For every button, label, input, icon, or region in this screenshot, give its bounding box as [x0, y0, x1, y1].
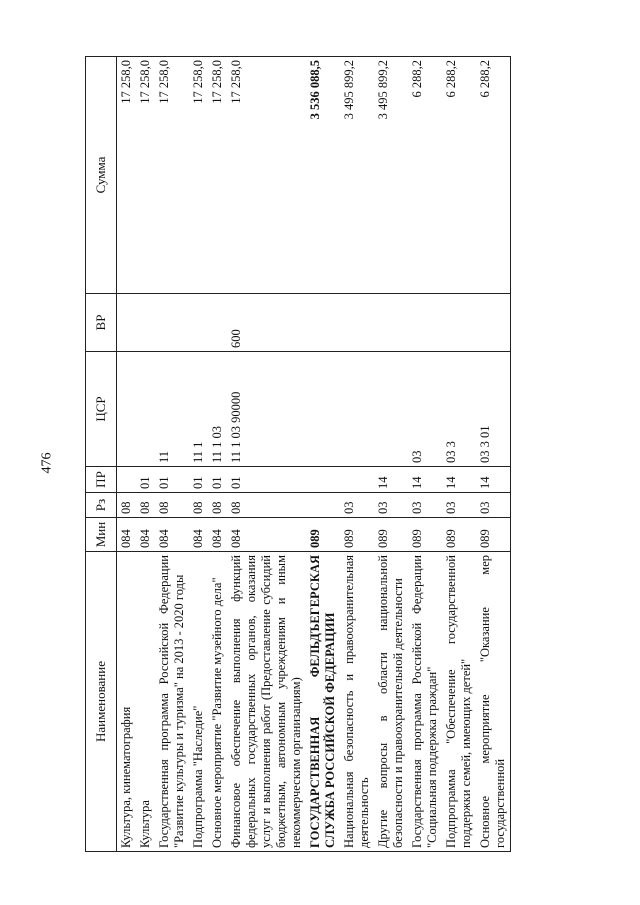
header-vr: ВР	[86, 294, 117, 352]
row-csr: 03	[408, 352, 442, 467]
row-pr: 14	[442, 467, 476, 493]
table-row	[306, 57, 340, 852]
table-row	[340, 57, 374, 852]
row-rz: 08	[117, 493, 137, 518]
row-name: Финансовое обеспечение выполнения функций федеральных государственных органов, оказания услуг и выполнения работ (Предоставление субсидий бюджетным, автономным учреждениям и иным некоммерческим организациям)	[227, 552, 306, 852]
row-pr: 14	[408, 467, 442, 493]
row-min: 084	[117, 518, 137, 552]
table-header-row	[86, 57, 117, 852]
row-vr	[374, 294, 408, 352]
row-min: 089	[340, 518, 374, 552]
row-name: Подпрограмма "Наследие"	[189, 552, 208, 852]
table-row	[117, 57, 137, 852]
row-sum: 6 288,2	[442, 57, 476, 294]
table-row	[208, 57, 227, 852]
row-name: Подпрограмма "Обеспечение государственной поддержки семей, имеющих детей"	[442, 552, 476, 852]
header-rz: Рз	[86, 493, 117, 518]
row-name: ГОСУДАРСТВЕННАЯ ФЕЛЬДЪЕГЕРСКАЯ СЛУЖБА РОССИЙСКОЙ ФЕДЕРАЦИИ	[306, 552, 340, 852]
table-row	[155, 57, 189, 852]
table-row	[227, 57, 306, 852]
row-rz: 08	[136, 493, 155, 518]
table-row	[189, 57, 208, 852]
row-csr	[117, 352, 137, 467]
row-sum: 17 258,0	[227, 57, 306, 294]
budget-table-rotated	[85, 57, 630, 852]
row-vr	[306, 294, 340, 352]
row-pr	[306, 467, 340, 493]
row-rz: 03	[408, 493, 442, 518]
row-sum: 6 288,2	[408, 57, 442, 294]
row-name: Национальная безопасность и правоохранительная деятельность	[340, 552, 374, 852]
row-sum: 17 258,0	[117, 57, 137, 294]
row-min: 089	[442, 518, 476, 552]
row-min: 089	[306, 518, 340, 552]
row-csr	[306, 352, 340, 467]
row-vr	[340, 294, 374, 352]
row-pr: 01	[189, 467, 208, 493]
row-rz: 03	[442, 493, 476, 518]
row-rz: 03	[476, 493, 511, 518]
row-csr	[340, 352, 374, 467]
row-rz: 08	[208, 493, 227, 518]
row-pr: 14	[476, 467, 511, 493]
row-name: Основное мероприятие "Развитие музейного дела"	[208, 552, 227, 852]
row-pr	[340, 467, 374, 493]
row-csr	[136, 352, 155, 467]
row-sum: 17 258,0	[136, 57, 155, 294]
row-min: 089	[408, 518, 442, 552]
row-min: 084	[155, 518, 189, 552]
row-sum: 17 258,0	[208, 57, 227, 294]
header-csr: ЦСР	[86, 352, 117, 467]
row-pr	[117, 467, 137, 493]
row-min: 089	[374, 518, 408, 552]
row-pr: 01	[155, 467, 189, 493]
row-pr: 14	[374, 467, 408, 493]
row-sum: 3 495 899,2	[374, 57, 408, 294]
row-min: 089	[476, 518, 511, 552]
row-name: Другие вопросы в области национальной безопасности и правоохранительной деятельности	[374, 552, 408, 852]
header-pr: ПР	[86, 467, 117, 493]
row-vr	[476, 294, 511, 352]
row-pr: 01	[208, 467, 227, 493]
row-csr: 03 3	[442, 352, 476, 467]
table-row	[374, 57, 408, 852]
row-sum: 3 495 899,2	[340, 57, 374, 294]
row-vr	[136, 294, 155, 352]
row-min: 084	[189, 518, 208, 552]
row-csr: 11 1 03 90000	[227, 352, 306, 467]
row-name: Государственная программа Российской Федерации "Развитие культуры и туризма" на 2013 - 2020 годы	[155, 552, 189, 852]
row-name: Культура	[136, 552, 155, 852]
row-csr: 03 3 01	[476, 352, 511, 467]
row-sum: 6 288,2	[476, 57, 511, 294]
header-sum: Сумма	[86, 57, 117, 294]
row-sum: 17 258,0	[155, 57, 189, 294]
row-vr	[408, 294, 442, 352]
header-name: Наименование	[86, 552, 117, 852]
row-min: 084	[227, 518, 306, 552]
row-rz: 08	[155, 493, 189, 518]
page-number	[37, 448, 57, 478]
row-min: 084	[208, 518, 227, 552]
row-csr: 11	[155, 352, 189, 467]
table-row	[408, 57, 442, 852]
row-sum: 17 258,0	[189, 57, 208, 294]
page-number-text: 476	[39, 452, 54, 474]
row-vr	[117, 294, 137, 352]
row-csr: 11 1	[189, 352, 208, 467]
row-vr: 600	[227, 294, 306, 352]
table-row	[442, 57, 476, 852]
row-vr	[155, 294, 189, 352]
header-min: Мин	[86, 518, 117, 552]
table-row	[476, 57, 511, 852]
row-name: Основное мероприятие "Оказание мер государственной	[476, 552, 511, 852]
row-rz: 08	[227, 493, 306, 518]
row-name: Культура, кинематография	[117, 552, 137, 852]
row-pr: 01	[227, 467, 306, 493]
row-name: Государственная программа Российской Федерации "Социальная поддержка граждан"	[408, 552, 442, 852]
row-rz	[306, 493, 340, 518]
row-vr	[442, 294, 476, 352]
row-vr	[208, 294, 227, 352]
row-min: 084	[136, 518, 155, 552]
row-rz: 03	[374, 493, 408, 518]
row-vr	[189, 294, 208, 352]
row-pr: 01	[136, 467, 155, 493]
budget-table	[85, 56, 511, 852]
row-csr	[374, 352, 408, 467]
row-csr: 11 1 03	[208, 352, 227, 467]
row-rz: 08	[189, 493, 208, 518]
table-row	[136, 57, 155, 852]
row-sum: 3 536 088,5	[306, 57, 340, 294]
row-rz: 03	[340, 493, 374, 518]
